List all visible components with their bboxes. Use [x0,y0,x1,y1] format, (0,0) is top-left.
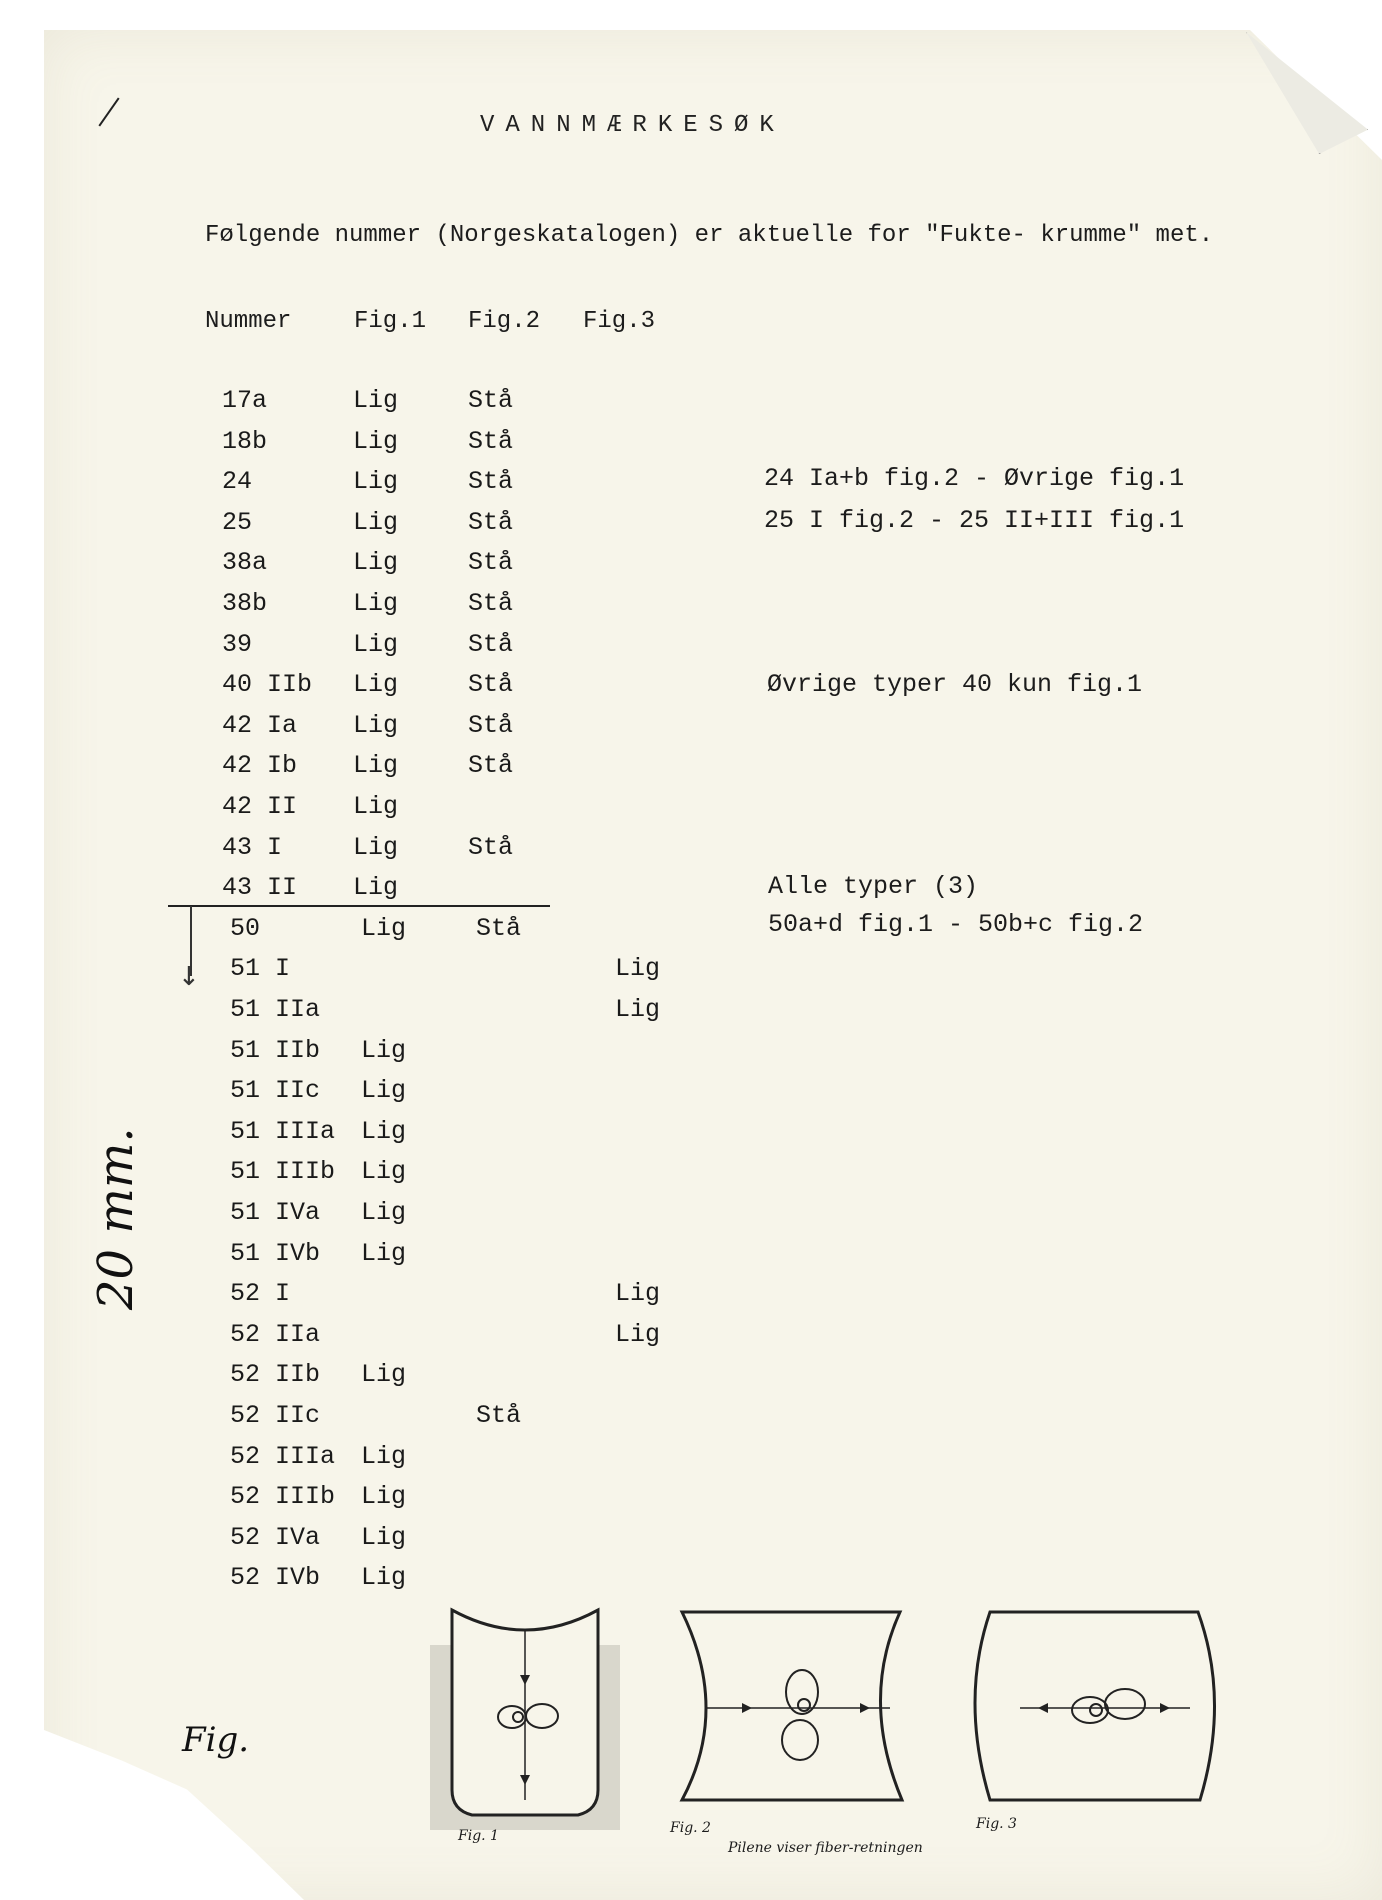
fig3-caption: Fig. 3 [976,1816,1017,1832]
row-fig1: Lig [361,1523,407,1552]
arrow-down-icon: ↓ [178,962,200,992]
row-fig2: Stå [476,1401,522,1430]
row-number: 51 IIIb [230,1157,336,1186]
row-number: 52 IVb [230,1563,321,1592]
fig3-drawing [975,1612,1215,1800]
row-fig2: Stå [468,630,514,659]
row-fig1: Lig [353,711,399,740]
col-header-fig1: Fig.1 [354,308,427,335]
row-fig1: Lig [361,1239,407,1268]
row-number: 51 IVb [230,1239,321,1268]
row-fig2: Stå [476,914,522,943]
row-fig1: Lig [353,630,399,659]
col-header-fig2: Fig.2 [468,308,541,335]
row-fig1: Lig [361,1036,407,1065]
row-fig2: Stå [468,711,514,740]
intro-text: Følgende nummer (Norgeskatalogen) er aktuelle for "Fukte- krumme" met. [205,222,1214,249]
row-fig1: Lig [361,1482,407,1511]
row-number: 52 IIIb [230,1482,336,1511]
row-number: 38b [222,589,268,618]
row-fig1: Lig [353,792,399,821]
row-fig1: Lig [361,1360,407,1389]
row-fig1: Lig [361,1157,407,1186]
handwritten-20mm: 20 mm. [88,1127,144,1310]
row-fig1: Lig [353,670,399,699]
row-fig1: Lig [361,914,407,943]
row-number: 18b [222,427,268,456]
row-fig1: Lig [361,1563,407,1592]
row-number: 43 I [222,833,283,862]
fig1-caption: Fig. 1 [458,1828,499,1844]
figure-caption: Pilene viser fiber-retningen [728,1840,923,1856]
row-number: 51 IIa [230,995,321,1024]
row-number: 51 IVa [230,1198,321,1227]
row-number: 51 IIIa [230,1117,336,1146]
divider-line [168,905,550,907]
row-number: 52 IIb [230,1360,321,1389]
row-number: 50 [230,914,261,943]
fig1-drawing [430,1610,620,1830]
row-number: 38a [222,548,268,577]
row-fig1: Lig [353,467,399,496]
fig2-caption: Fig. 2 [670,1820,711,1836]
row-number: 52 IIc [230,1401,321,1430]
row-number: 42 Ib [222,751,298,780]
document-title: VANNMÆRKESØK [480,112,785,139]
row-number: 17a [222,386,268,415]
row-fig3: Lig [615,954,661,983]
row-number: 52 IIIa [230,1442,336,1471]
fig2-drawing [682,1612,902,1800]
figure-drawings [330,1600,1290,1860]
row-fig3: Lig [615,1279,661,1308]
row-number: 42 Ia [222,711,298,740]
row-number: 52 IVa [230,1523,321,1552]
col-header-fig3: Fig.3 [583,308,656,335]
row-fig2: Stå [468,833,514,862]
row-fig2: Stå [468,589,514,618]
row-fig1: Lig [361,1076,407,1105]
note-24: 24 Ia+b fig.2 - Øvrige fig.1 [764,464,1185,493]
row-fig1: Lig [361,1117,407,1146]
note-40: Øvrige typer 40 kun fig.1 [767,670,1143,699]
row-fig1: Lig [353,427,399,456]
row-number: 51 IIb [230,1036,321,1065]
handwritten-fig: Fig. [182,1720,250,1760]
row-number: 52 I [230,1279,291,1308]
row-fig2: Stå [468,751,514,780]
note-50-split: 50a+d fig.1 - 50b+c fig.2 [768,910,1144,939]
row-fig2: Stå [468,467,514,496]
row-number: 51 I [230,954,291,983]
row-fig1: Lig [353,751,399,780]
row-number: 51 IIc [230,1076,321,1105]
row-fig1: Lig [361,1198,407,1227]
row-fig1: Lig [353,386,399,415]
row-fig2: Stå [468,386,514,415]
row-fig1: Lig [353,589,399,618]
row-number: 43 II [222,873,298,902]
row-number: 52 IIa [230,1320,321,1349]
fiber-direction-figures [330,1600,1290,1860]
row-number: 42 II [222,792,298,821]
row-fig2: Stå [468,548,514,577]
row-number: 40 IIb [222,670,313,699]
row-fig1: Lig [353,833,399,862]
row-fig3: Lig [615,1320,661,1349]
row-fig1: Lig [353,548,399,577]
row-number: 25 [222,508,253,537]
note-50-all: Alle typer (3) [768,872,979,901]
col-header-number: Nummer [205,308,292,335]
row-number: 24 [222,467,253,496]
row-fig2: Stå [468,427,514,456]
row-fig3: Lig [615,995,661,1024]
note-25: 25 I fig.2 - 25 II+III fig.1 [764,506,1185,535]
row-fig1: Lig [353,508,399,537]
row-fig1: Lig [361,1442,407,1471]
row-fig1: Lig [353,873,399,902]
row-fig2: Stå [468,670,514,699]
row-number: 39 [222,630,253,659]
row-fig2: Stå [468,508,514,537]
